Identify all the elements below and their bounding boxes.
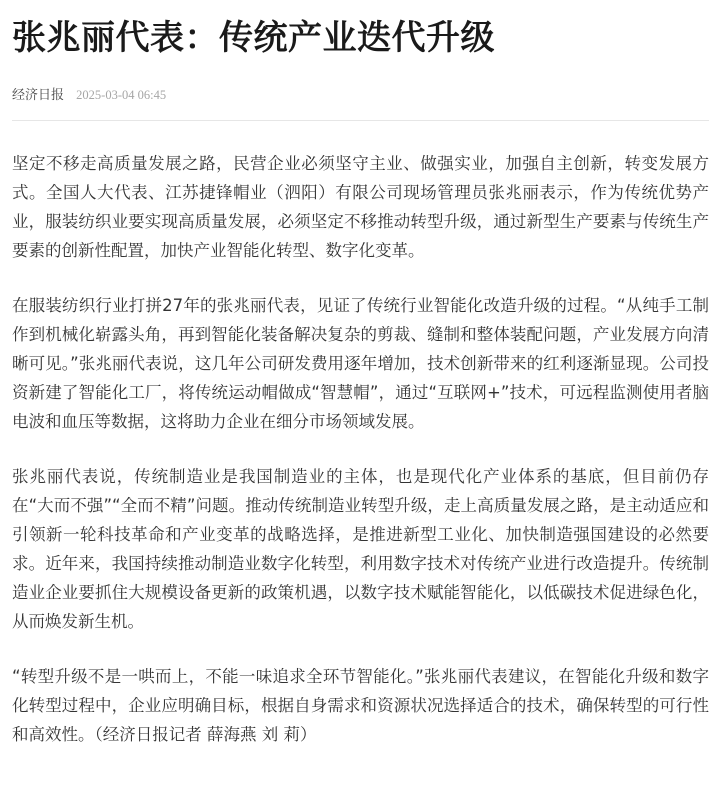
meta-divider bbox=[12, 120, 709, 121]
article-body bbox=[12, 149, 709, 749]
article-meta bbox=[12, 86, 709, 104]
article-paragraph: “转型升级不是一哄而上，不能一味追求全环节智能化。”张兆丽代表建议，在智能化升级和数字化转型过程中，企业应明确目标，根据自身需求和资源状况选择适合的技术，确保转型的可行性和高效性。（经济日报记者 薛海燕 刘 莉） bbox=[12, 667, 709, 744]
article-paragraph: 张兆丽代表说，传统制造业是我国制造业的主体，也是现代化产业体系的基底，但目前仍存在“大而不强”“全而不精”问题。推动传统制造业转型升级，走上高质量发展之路，是主动适应和引领新一轮科技革命和产业变革的战略选择，是推进新型工业化、加快制造强国建设的必然要求。近年来，我国持续推动制造业数字化转型，利用数字技术对传统产业进行改造提升。传统制造业企业要抓住大规模设备更新的政策机遇，以数字技术赋能智能化，以低碳技术促进绿色化，从而焕发新生机。 bbox=[12, 467, 709, 631]
article-source[interactable]: 经济日报 bbox=[12, 88, 65, 103]
article-paragraph: 坚定不移走高质量发展之路，民营企业必须坚守主业、做强实业，加强自主创新，转变发展方式。全国人大代表、江苏捷锋帽业（泗阳）有限公司现场管理员张兆丽表示，作为传统优势产业，服装纺织业要实现高质量发展，必须坚定不移推动转型升级，通过新型生产要素与传统生产要素的创新性配置，加快产业智能化转型、数字化变革。 bbox=[12, 154, 709, 260]
publish-date: 2025-03-04 06:45 bbox=[76, 88, 167, 102]
article bbox=[12, 0, 709, 775]
article-paragraph: 在服装纺织行业打拼27年的张兆丽代表，见证了传统行业智能化改造升级的过程。“从纯手工制作到机械化崭露头角，再到智能化装备解决复杂的剪裁、缝制和整体装配问题，产业发展方向清晰可见。”张兆丽代表说，这几年公司研发费用逐年增加，技术创新带来的红利逐渐显现。公司投资新建了智能化工厂，将传统运动帽做成“智慧帽”，通过“互联网+”技术，可远程监测使用者脑电波和血压等数据，这将助力企业在细分市场领域发展。 bbox=[12, 296, 709, 431]
article-title: 张兆丽代表：传统产业迭代升级 bbox=[12, 18, 495, 58]
